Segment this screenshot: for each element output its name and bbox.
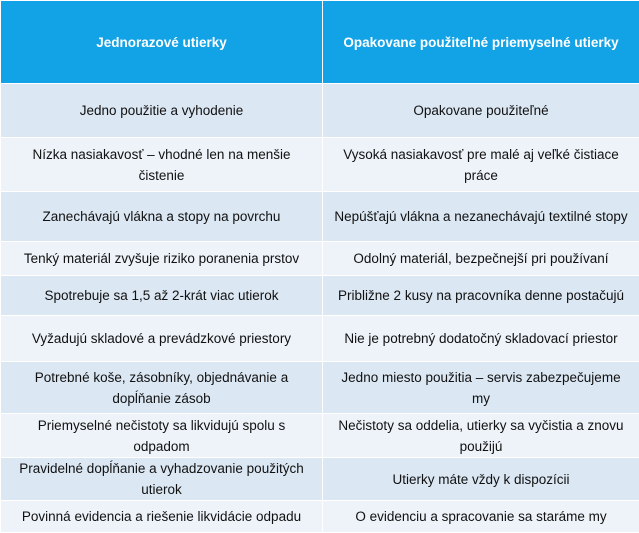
table-row: [1, 138, 639, 192]
cell-disposable: Nízka nasiakavosť – vhodné len na menšie čistenie: [1, 138, 323, 192]
table-row: [1, 458, 639, 501]
cell-disposable: Vyžadujú skladové a prevádzkové priestory: [1, 316, 323, 362]
cell-disposable: Tenký materiál zvyšuje riziko poranenia prstov: [1, 242, 323, 276]
table-row: [1, 501, 639, 533]
cell-disposable: Jedno použitie a vyhodenie: [1, 84, 323, 138]
cell-reusable: Nečistoty sa oddelia, utierky sa vyčistia a znovu použijú: [323, 414, 639, 458]
header-row: [1, 1, 639, 84]
table-row: [1, 84, 639, 138]
cell-reusable: Opakovane použiteľné: [323, 84, 639, 138]
cell-disposable: Priemyselné nečistoty sa likvidujú spolu s odpadom: [1, 414, 323, 458]
cell-disposable: Spotrebuje sa 1,5 až 2-krát viac utierok: [1, 276, 323, 316]
cell-reusable: Vysoká nasiakavosť pre malé aj veľké čistiace práce: [323, 138, 639, 192]
cell-disposable: Pravidelné dopĺňanie a vyhadzovanie použitých utierok: [1, 458, 323, 501]
cell-reusable: Nepúšťajú vlákna a nezanechávajú textilné stopy: [323, 192, 639, 242]
cell-disposable: Povinná evidencia a riešenie likvidácie odpadu: [1, 501, 323, 533]
table-row: [1, 242, 639, 276]
header-disposable: Jednorazové utierky: [1, 1, 323, 84]
table-row: [1, 316, 639, 362]
table-row: [1, 414, 639, 458]
cell-reusable: Odolný materiál, bezpečnejší pri používaní: [323, 242, 639, 276]
table-row: [1, 192, 639, 242]
table-body: [1, 84, 639, 533]
cell-reusable: Približne 2 kusy na pracovníka denne postačujú: [323, 276, 639, 316]
header-reusable: Opakovane použiteľné priemyselné utierky: [323, 1, 639, 84]
table-header: [1, 1, 639, 84]
cell-disposable: Potrebné koše, zásobníky, objednávanie a dopĺňanie zásob: [1, 362, 323, 414]
cell-disposable: Zanechávajú vlákna a stopy na povrchu: [1, 192, 323, 242]
cell-reusable: Utierky máte vždy k dispozícii: [323, 458, 639, 501]
table-row: [1, 362, 639, 414]
cell-reusable: O evidenciu a spracovanie sa staráme my: [323, 501, 639, 533]
table-row: [1, 276, 639, 316]
cell-reusable: Nie je potrebný dodatočný skladovací priestor: [323, 316, 639, 362]
cell-reusable: Jedno miesto použitia – servis zabezpečujeme my: [323, 362, 639, 414]
